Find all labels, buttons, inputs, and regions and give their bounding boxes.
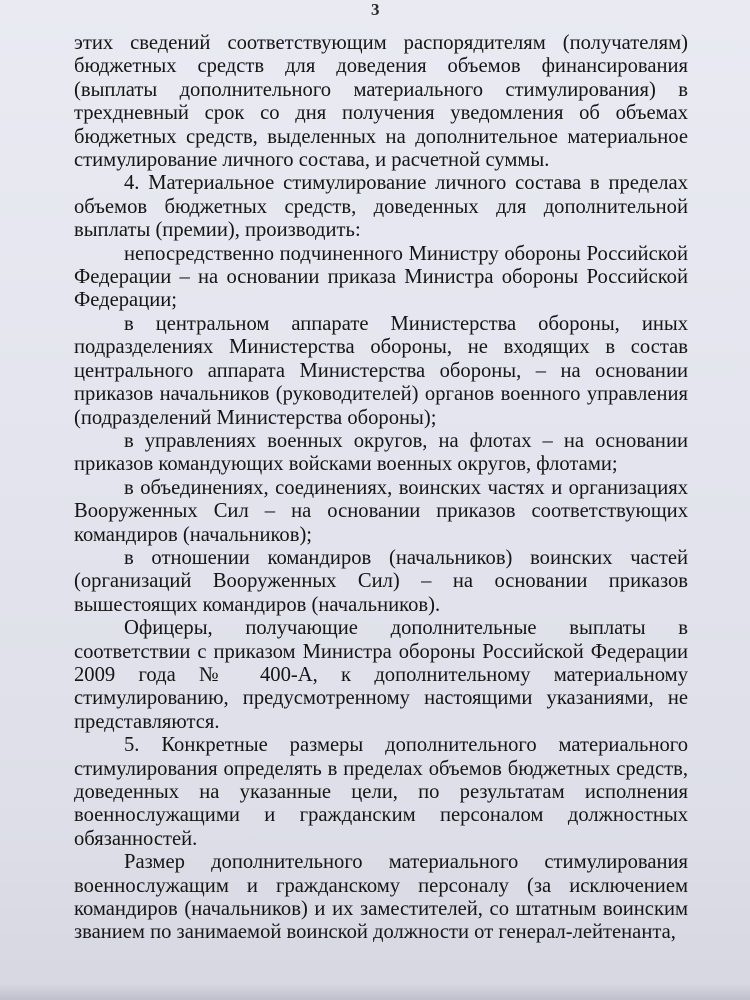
paragraph: этих сведений соответствующим распорядителям (получателям) бюджетных средств для доведения объемов финансирования (выплаты дополнительного материального стимулирования) в трехдневный срок со дня получения уведомления об объемах бюджетных средств, выделенных на дополнительное материальное стимулирование личного состава, и расчетной суммы. <box>74 32 688 172</box>
paragraph: 5. Конкретные размеры дополнительного материального стимулирования определять в пределах объемов бюджетных средств, доведенных на указанные цели, по результатам исполнения военнослужащими и гражданским персоналом должностных обязанностей. <box>74 734 688 850</box>
paragraph: в объединениях, соединениях, воинских частях и организациях Вооруженных Сил – на основании приказов соответствующих командиров (начальников); <box>74 476 688 546</box>
paragraph: в отношении командиров (начальников) воинских частей (организаций Вооруженных Сил) – на основании приказов вышестоящих командиров (начальников). <box>74 546 688 616</box>
paragraph: в управлениях военных округов, на флотах – на основании приказов командующих войсками военных округов, флотами; <box>74 429 688 476</box>
paragraph: Офицеры, получающие дополнительные выплаты в соответствии с приказом Министра обороны Российской Федерации 2009 года № 400-А, к дополнительному материальному стимулированию, предусмотренному настоящими указаниями, не представляются. <box>74 617 688 733</box>
paragraph: в центральном аппарате Министерства обороны, иных подразделениях Министерства обороны, не входящих в состав центрального аппарата Министерства обороны, – на основании приказов начальников (руководителей) органов военного управления (подразделений Министерства обороны); <box>74 312 688 429</box>
paragraph: 4. Материальное стимулирование личного состава в пределах объемов бюджетных средств, доведенных для дополнительной выплаты (премии), производить: <box>74 172 688 242</box>
document-body <box>74 32 688 945</box>
paragraph: Размер дополнительного материального стимулирования военнослужащим и гражданскому персоналу (за исключением командиров (начальников) и их заместителей, со штатным воинским званием по занимаемой воинской должности от генерал-лейтенанта, <box>74 851 688 944</box>
page-edge-shadow <box>0 984 750 1000</box>
page-number: 3 <box>371 0 380 19</box>
paragraph: непосредственно подчиненного Министру обороны Российской Федерации – на основании приказа Министра обороны Российской Федерации; <box>74 242 688 312</box>
